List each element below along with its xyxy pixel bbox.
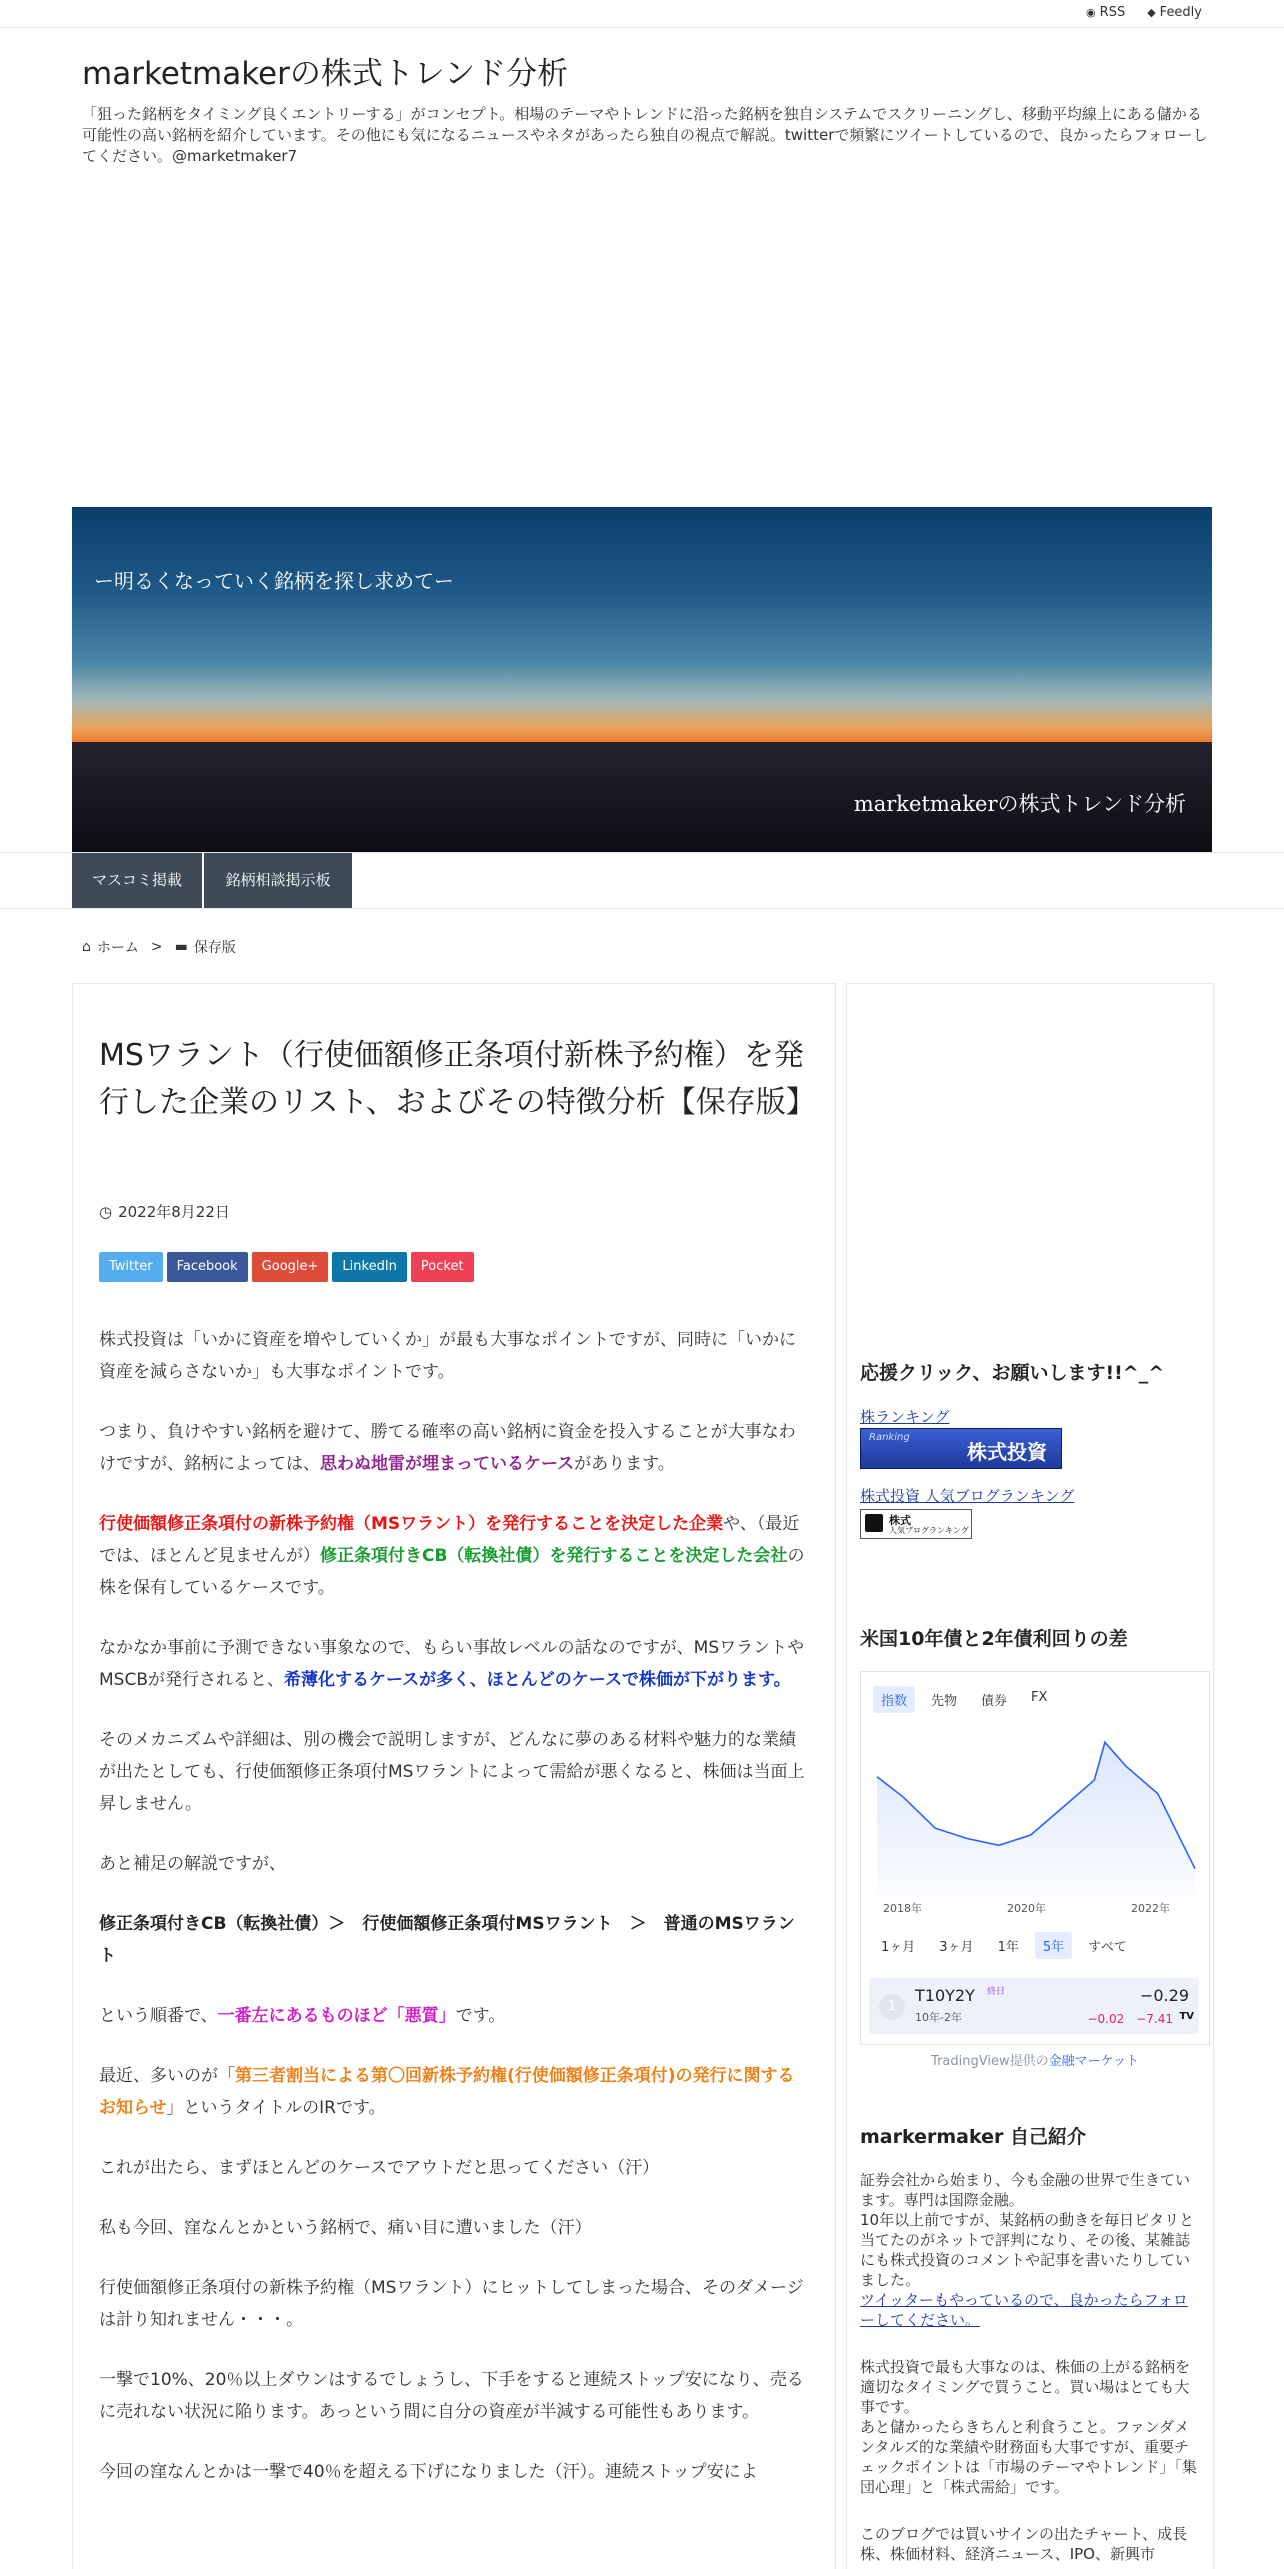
profile-text bbox=[860, 2524, 1200, 2564]
widget-tabs bbox=[873, 1686, 1055, 1713]
banner-tagline: ー明るくなっていく銘柄を探し求めてー bbox=[94, 569, 454, 593]
paragraph bbox=[99, 2060, 809, 2124]
yield-spread-chart[interactable] bbox=[871, 1726, 1201, 1896]
paragraph: 私も今回、窪なんとかという銘柄で、痛い目に遭いました（汗） bbox=[99, 2218, 592, 2238]
symbol-change: −0.02 −7.41 bbox=[1087, 2012, 1173, 2026]
paragraph bbox=[99, 2000, 809, 2032]
nav-item-stock-board[interactable]: 銘柄相談掲示板 bbox=[204, 853, 352, 908]
article-title: MSワラント（行使価額修正条項付新株予約権）を発行した企業のリスト、およびその特徴分析【保存版】 bbox=[99, 1038, 816, 1120]
credit-text: TradingView提供の bbox=[931, 2054, 1049, 2069]
highlight-text: 希薄化するケースが多く、ほとんどのケースで株価が下がります。 bbox=[284, 1670, 791, 1690]
article-date-text: 2022年8月22日 bbox=[118, 1203, 230, 1221]
profile-paragraph: 株式投資で最も大事なのは、株価の上がる銘柄を適切なタイミングで買うこと。買い場はとても大事です。 bbox=[860, 2358, 1191, 2416]
tab-index[interactable]: 指数 bbox=[873, 1686, 915, 1713]
clock-icon: ◷ bbox=[99, 1202, 113, 1221]
highlight-text: 思わぬ地雷が埋まっているケース bbox=[320, 1454, 575, 1474]
share-pocket-button[interactable]: Pocket bbox=[411, 1252, 474, 1282]
article-body bbox=[99, 1324, 809, 2516]
paragraph: あと補足の解説ですが、 bbox=[99, 1854, 286, 1874]
breadcrumb-separator: > bbox=[150, 939, 163, 955]
article-main bbox=[72, 983, 836, 2569]
chart-area-fill bbox=[877, 1742, 1195, 1896]
badge-text: 株式 bbox=[889, 1514, 911, 1527]
range-1m[interactable]: 1ヶ月 bbox=[881, 1940, 916, 1955]
paragraph: そのメカニズムや詳細は、別の機会で説明しますが、どんなに夢のある材料や魅力的な業績が出たとしても、行使価額修正条項付MSワラントによって需給が悪くなると、株価は当面上昇しません。 bbox=[99, 1730, 805, 1814]
range-3m[interactable]: 3ヶ月 bbox=[939, 1940, 974, 1955]
rss-icon: ◉ bbox=[1086, 6, 1096, 19]
text: の株を保有しているケースです。 bbox=[99, 1546, 805, 1598]
symbol-name: T10Y2Y bbox=[915, 1986, 975, 2005]
paragraph: これが出たら、まずほとんどのケースでアウトだと思ってください（汗） bbox=[99, 2158, 660, 2178]
sidebar bbox=[846, 983, 1214, 2569]
paragraph bbox=[99, 1632, 809, 1696]
paragraph bbox=[99, 1508, 809, 1604]
blog-ranking-badge[interactable] bbox=[860, 1509, 972, 1539]
feedly-link[interactable]: ◆ Feedly bbox=[1147, 5, 1202, 20]
tab-bonds[interactable]: 債券 bbox=[981, 1694, 1008, 1709]
share-facebook-button[interactable]: Facebook bbox=[167, 1252, 248, 1282]
feedly-icon: ◆ bbox=[1147, 6, 1156, 19]
blog-ranking-link[interactable]: 株式投資 人気ブログランキング bbox=[860, 1487, 1075, 1505]
tab-fx[interactable]: FX bbox=[1031, 1690, 1048, 1705]
badge-text: 人気ブログランキング bbox=[889, 1526, 969, 1535]
profile-text bbox=[860, 2170, 1200, 2330]
tick-label: 2020年 bbox=[1007, 1902, 1046, 1915]
text: 」というタイトルのIRです。 bbox=[166, 2098, 386, 2118]
header-banner[interactable] bbox=[72, 507, 1212, 852]
tradingview-logo-icon: TV bbox=[1179, 2011, 1194, 2022]
paragraph: 修正条項付きCB（転換社債）＞ 行使価額修正条項付MSワラント ＞ 普通のMSワラント bbox=[99, 1914, 795, 1966]
breadcrumb bbox=[82, 937, 236, 957]
stock-ranking-link[interactable]: 株ランキング bbox=[860, 1408, 950, 1426]
tradingview-credit[interactable] bbox=[860, 2050, 1210, 2069]
symbol-tag: 終日 bbox=[987, 1987, 1006, 1997]
profile-paragraph: 証券会社から始まり、今も金融の世界で生きています。専門は国際金融。 bbox=[860, 2171, 1191, 2209]
paragraph bbox=[99, 1416, 809, 1480]
badge-big-text: 株式投資 bbox=[967, 1440, 1047, 1464]
text: つまり、負けやすい銘柄を避けて、勝てる確率の高い銘柄に資金を投入することが大事なわけですが、銘柄によっては、 bbox=[99, 1422, 796, 1474]
paragraph: 行使価額修正条項付の新株予約権（MSワラント）にヒットしてしまった場合、そのダメージは計り知れません・・・。 bbox=[99, 2278, 804, 2330]
share-twitter-button[interactable]: Twitter bbox=[99, 1252, 163, 1282]
nav-item-media[interactable]: マスコミ掲載 bbox=[72, 853, 202, 908]
profile-heading: markermaker 自己紹介 bbox=[860, 2126, 1086, 2148]
site-title[interactable]: marketmakerの株式トレンド分析 bbox=[82, 56, 569, 92]
profile-paragraph: あと儲かったらきちんと利食うこと。ファンダメンタルズ的な業績や財務面も大事ですが、重要チェックポイントは「市場のテーマやトレンド」「集団心理」と「株式需給」です。 bbox=[860, 2418, 1197, 2496]
highlight-text: 第三者割当による第〇回新株予約権(行使価額修正条項付)の発行に関するお知らせ bbox=[99, 2066, 795, 2118]
text: なかなか事前に予測できない事象なので、もらい事故レベルの話なのですが、MSワラントやMSCBが発行されると、 bbox=[99, 1638, 805, 1690]
article-date bbox=[99, 1201, 230, 1222]
symbol-quote[interactable] bbox=[869, 1978, 1199, 2034]
paragraph: 株式投資は「いかに資産を増やしていくか」が最も大事なポイントですが、同時に「いかに資産を減らさないか」も大事なポイントです。 bbox=[99, 1330, 796, 1382]
main-nav bbox=[0, 852, 1284, 909]
paragraph: 一撃で10%、20％以上ダウンはするでしょうし、下手をすると連続ストップ安になり、売るに売れない状況に陥ります。あっという間に自分の資産が半減する可能性もあります。 bbox=[99, 2370, 804, 2422]
share-buttons bbox=[99, 1252, 474, 1282]
highlight-text: 修正条項付きCB（転換社債）を発行することを決定した会社 bbox=[320, 1546, 788, 1566]
range-1y[interactable]: 1年 bbox=[997, 1940, 1019, 1955]
share-linkedin-button[interactable]: LinkedIn bbox=[332, 1252, 406, 1282]
profile-paragraph: 10年以上前ですが、某銘柄の動きを毎日ピタリと当てたのがネットで評判になり、その後、某雑誌にも株式投資のコメントや記事を書いたりしていました。 bbox=[860, 2211, 1195, 2289]
bond-spread-heading: 米国10年債と2年債利回りの差 bbox=[860, 1628, 1128, 1650]
credit-link[interactable]: 金融マーケット bbox=[1048, 2054, 1139, 2069]
text: という順番で、 bbox=[99, 2006, 218, 2026]
cheer-heading: 応援クリック、お願いします!!^_^ bbox=[860, 1362, 1165, 1384]
profile-text bbox=[860, 2357, 1200, 2497]
symbol-value: −0.29 bbox=[1139, 1986, 1189, 2005]
symbol-description: 10年-2年 bbox=[915, 2011, 962, 2024]
site-description: 「狙った銘柄をタイミング良くエントリーする」がコンセプト。相場のテーマやトレンドに沿った銘柄を独自システムでスクリーニングし、移動平均線上にある儲かる可能性の高い銘柄を紹介しています。その他にも気になるニュースやネタがあったら独自の視点で解説。twitterで頻繁にツイートしているので、良かったらフォローしてください。@marketmaker7 bbox=[82, 105, 1208, 165]
share-googleplus-button[interactable]: Google+ bbox=[252, 1252, 329, 1282]
text: や、（最近では、ほとんど見ませんが） bbox=[99, 1514, 800, 1566]
tradingview-widget bbox=[860, 1671, 1210, 2045]
tick-label: 2022年 bbox=[1131, 1902, 1170, 1915]
range-selector bbox=[873, 1932, 1135, 1959]
top-utility-bar bbox=[0, 0, 1284, 28]
breadcrumb-category[interactable]: 保存版 bbox=[193, 940, 236, 956]
stock-ranking-badge[interactable] bbox=[860, 1428, 1062, 1469]
text: です。 bbox=[455, 2006, 506, 2026]
breadcrumb-home[interactable]: ホーム bbox=[96, 940, 139, 956]
range-5y[interactable]: 5年 bbox=[1035, 1932, 1072, 1959]
range-all[interactable]: すべて bbox=[1088, 1940, 1127, 1955]
twitter-follow-link[interactable]: ツイッターもやっているので、良かったらフォローしてください。 bbox=[860, 2291, 1188, 2329]
rss-link[interactable]: ◉ RSS bbox=[1086, 5, 1126, 20]
blog-ranking-icon bbox=[865, 1514, 883, 1532]
tab-futures[interactable]: 先物 bbox=[931, 1694, 958, 1709]
text: 最近、多いのが「 bbox=[99, 2066, 235, 2086]
folder-icon: ▬ bbox=[174, 939, 188, 955]
tick-label: 2018年 bbox=[883, 1902, 922, 1915]
badge-small-text: Ranking bbox=[869, 1432, 910, 1443]
paragraph: 今回の窪なんとかは一撃で40％を超える下げになりました（汗）。連続ストップ安によ bbox=[99, 2462, 758, 2482]
symbol-icon: 1 bbox=[879, 1994, 905, 2020]
home-icon: ⌂ bbox=[82, 939, 91, 955]
highlight-text: 行使価額修正条項付の新株予約権（MSワラント）を発行することを決定した企業 bbox=[99, 1514, 724, 1534]
text: があります。 bbox=[574, 1454, 675, 1474]
profile-paragraph: このブログでは買いサインの出たチャート、成長株、株価材料、経済ニュース、IPO、新興市 bbox=[860, 2525, 1188, 2563]
banner-brand: marketmakerの株式トレンド分析 bbox=[853, 792, 1186, 816]
highlight-text: 一番左にあるものほど「悪質」 bbox=[217, 2006, 456, 2026]
